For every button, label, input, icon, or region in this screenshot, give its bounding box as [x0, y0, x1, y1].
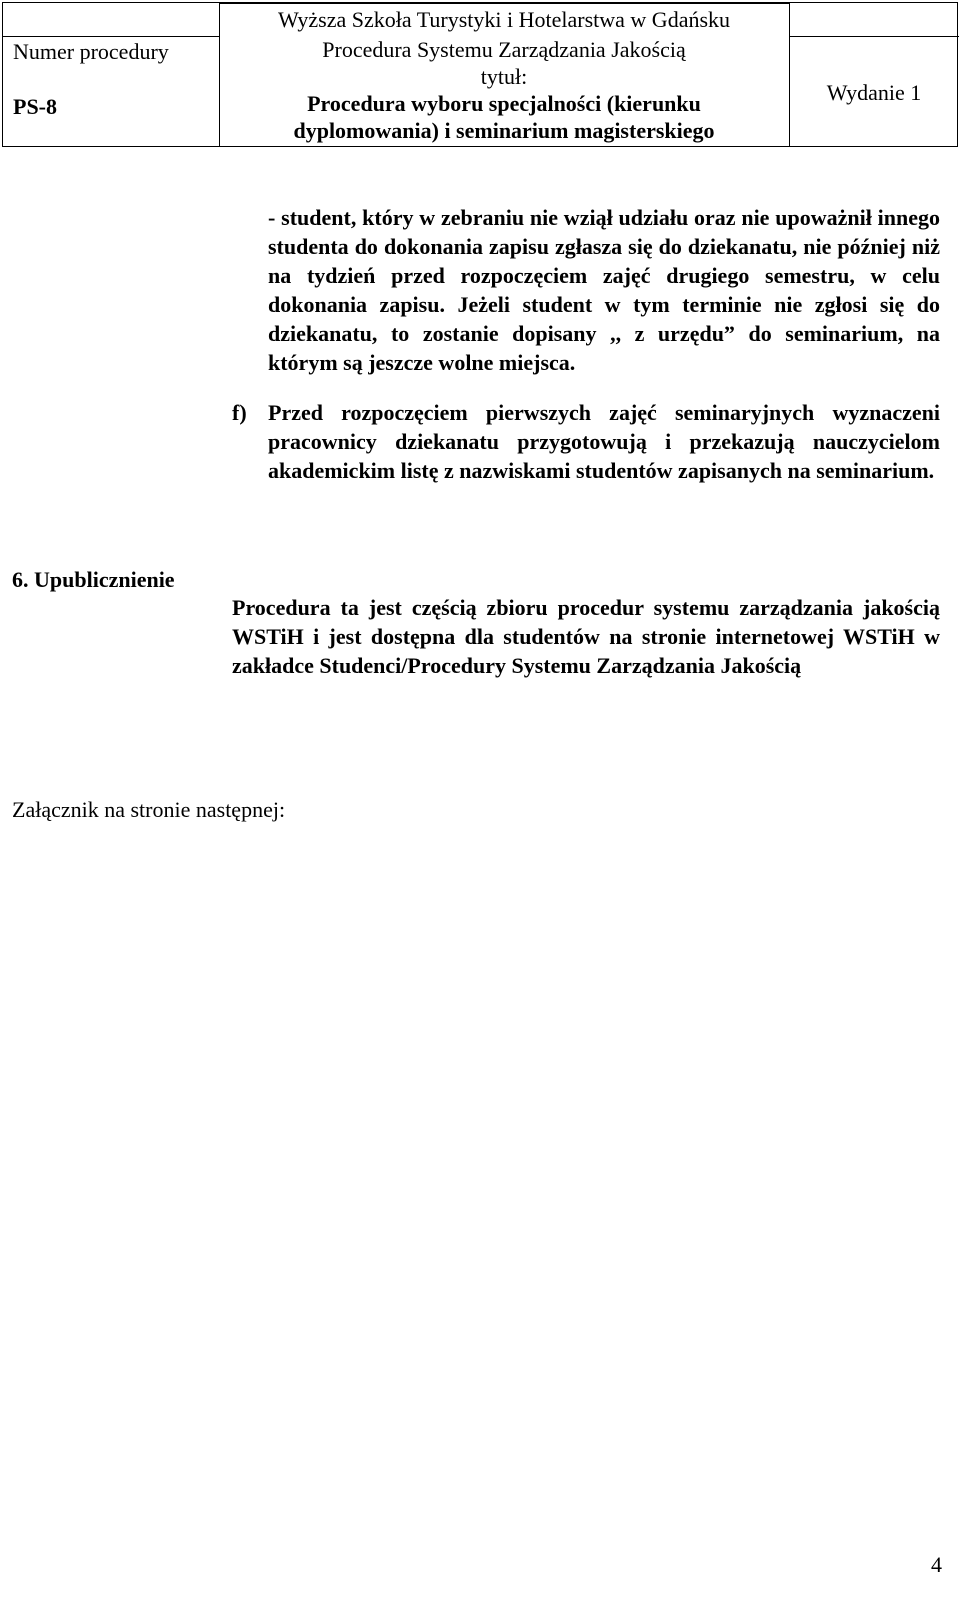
list-marker-f: f) [232, 400, 247, 425]
title-label: tytuł: [480, 64, 528, 89]
procedure-title-block [219, 36, 789, 144]
attachment-note: Załącznik na stronie następnej: [12, 797, 286, 822]
edition: Wydanie 1 [826, 79, 922, 105]
procedure-number: PS-8 [13, 94, 57, 119]
page-number: 4 [931, 1552, 942, 1577]
procedure-number-label: Numer procedury [13, 39, 169, 64]
section-heading: 6. Upublicznienie [12, 567, 175, 592]
document-header [2, 2, 958, 147]
procedure-title-line-2: dyplomowania) i seminarium magisterskiego [293, 118, 715, 143]
header-divider [3, 36, 219, 37]
system-label: Procedura Systemu Zarządzania Jakością [322, 37, 686, 62]
paragraph-e-continuation: - student, który w zebraniu nie wziął udziału oraz nie upoważnił innego studenta do dokonania zapisu zgłasza się do dziekanatu, nie później niż na tydzień przed rozpoczęciem zajęć drugiego semestru, w celu dokonania zapisu. Jeżeli student w tym terminie nie zgłosi się do dziekanatu, to zostanie dopisany ,, z urzędu” do seminarium, na którym są jeszcze wolne miejsca. [268, 205, 940, 375]
section-text: Procedura ta jest częścią zbioru procedur systemu zarządzania jakością WSTiH i jest dostępna dla studentów na stronie internetowej WSTiH w zakładce Studenci/Procedury Systemu Zarządzania Jakością [232, 595, 940, 678]
header-divider [219, 3, 789, 4]
paragraph-f: Przed rozpoczęciem pierwszych zajęć seminaryjnych wyznaczeni pracownicy dziekanatu przygotowują i przekazują nauczycielom akademickim listę z nazwiskami studentów zapisanych na seminarium. [268, 400, 940, 483]
school-name: Wyższa Szkoła Turystyki i Hotelarstwa w Gdańsku [277, 7, 731, 32]
procedure-title-line-1: Procedura wyboru specjalności (kierunku [307, 91, 701, 116]
